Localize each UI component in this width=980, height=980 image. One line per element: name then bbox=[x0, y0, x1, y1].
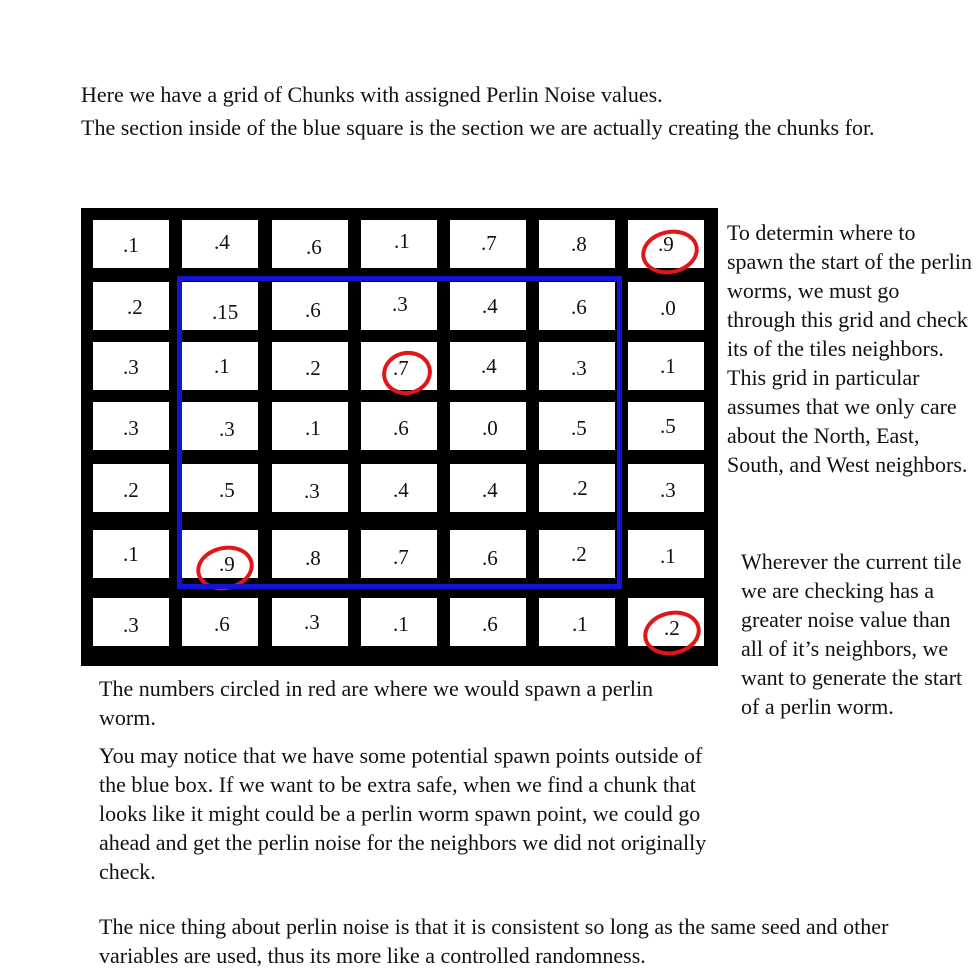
cell-value: .4 bbox=[214, 230, 230, 254]
grid-cell bbox=[93, 598, 169, 646]
grid-cell bbox=[628, 464, 704, 512]
cell-value: .2 bbox=[664, 616, 680, 640]
cell-value: .2 bbox=[305, 356, 321, 380]
grid-cell bbox=[361, 342, 437, 390]
cell-value: .1 bbox=[123, 542, 139, 566]
cell-value: .7 bbox=[393, 356, 409, 380]
grid-cell bbox=[628, 342, 704, 390]
grid-cell bbox=[182, 464, 258, 512]
grid-cell bbox=[539, 598, 615, 646]
cell-value: .4 bbox=[482, 478, 498, 502]
cell-value: .3 bbox=[571, 356, 587, 380]
grid-cell bbox=[628, 530, 704, 578]
cell-value: .2 bbox=[123, 478, 139, 502]
cell-value: .8 bbox=[571, 232, 587, 256]
cell-value: .5 bbox=[219, 478, 235, 502]
grid-cell bbox=[539, 282, 615, 330]
cell-value: .9 bbox=[219, 552, 235, 576]
grid-cell bbox=[450, 220, 526, 268]
grid-cell bbox=[628, 282, 704, 330]
grid-cell bbox=[361, 464, 437, 512]
grid-cell bbox=[450, 464, 526, 512]
grid-cell bbox=[272, 530, 348, 578]
grid-cell bbox=[450, 282, 526, 330]
grid-cell bbox=[272, 282, 348, 330]
cell-value: .4 bbox=[481, 354, 497, 378]
cell-value: .3 bbox=[219, 417, 235, 441]
cell-value: .2 bbox=[127, 295, 143, 319]
cell-value: .4 bbox=[393, 478, 409, 502]
caption-red-circles: The numbers circled in red are where we would spawn a perlin worm. bbox=[99, 676, 654, 730]
cell-value: .3 bbox=[304, 610, 320, 634]
note-consistency: The nice thing about perlin noise is that it is consistent so long as the same seed and other variables are used, thus its more like a controlled randomness. bbox=[99, 914, 889, 968]
grid-cell bbox=[182, 282, 258, 330]
grid-cell bbox=[450, 530, 526, 578]
grid-cell bbox=[539, 220, 615, 268]
grid-cell bbox=[182, 598, 258, 646]
cell-value: .3 bbox=[123, 355, 139, 379]
grid-cell bbox=[272, 402, 348, 450]
cell-value: .15 bbox=[212, 300, 239, 324]
grid-cell bbox=[361, 282, 437, 330]
grid-cell bbox=[539, 342, 615, 390]
grid-cell bbox=[361, 220, 437, 268]
cell-value: .4 bbox=[482, 294, 498, 318]
cell-value: .6 bbox=[214, 612, 230, 636]
cell-value: .9 bbox=[658, 232, 674, 256]
grid-cell bbox=[450, 342, 526, 390]
grid-cell bbox=[182, 530, 258, 578]
cell-value: .6 bbox=[482, 546, 498, 570]
explanation-spawn-rule: Wherever the current tile we are checking has a greater noise value than all of it’s neighbors, we want to generate the start of a perlin worm. bbox=[741, 549, 963, 719]
grid-cell bbox=[93, 282, 169, 330]
grid-cell bbox=[361, 402, 437, 450]
grid-cell bbox=[450, 598, 526, 646]
grid-cell bbox=[628, 598, 704, 646]
cell-value: .6 bbox=[393, 416, 409, 440]
grid-cell bbox=[539, 402, 615, 450]
chunk-grid bbox=[81, 208, 718, 666]
grid-cell bbox=[182, 220, 258, 268]
grid-cell bbox=[272, 464, 348, 512]
grid-cell bbox=[272, 220, 348, 268]
cell-value: .6 bbox=[571, 295, 587, 319]
cell-value: .1 bbox=[394, 229, 410, 253]
grid-cell bbox=[361, 598, 437, 646]
grid-cell bbox=[93, 220, 169, 268]
cell-value: .1 bbox=[214, 354, 230, 378]
grid-cell bbox=[539, 464, 615, 512]
cell-value: .7 bbox=[393, 545, 409, 569]
cell-value: .0 bbox=[660, 296, 676, 320]
cell-value: .5 bbox=[660, 414, 676, 438]
cell-value: .8 bbox=[305, 546, 321, 570]
note-outside-box: You may notice that we have some potential spawn points outside of the blue box. If we want to be extra safe, when we find a chunk that looks like it might could be a perlin worm spawn point, we could go ahead and get the perlin noise for the neighbors we did not originally check. bbox=[99, 743, 707, 884]
cell-value: .5 bbox=[571, 416, 587, 440]
grid-cell bbox=[450, 402, 526, 450]
cell-value: .0 bbox=[482, 416, 498, 440]
cell-value: .6 bbox=[482, 612, 498, 636]
grid-cell bbox=[628, 220, 704, 268]
cell-value: .2 bbox=[571, 542, 587, 566]
grid-cell bbox=[182, 342, 258, 390]
cell-value: .2 bbox=[572, 476, 588, 500]
cell-value: .1 bbox=[305, 416, 321, 440]
cell-value: .1 bbox=[123, 233, 139, 257]
grid-cell bbox=[93, 402, 169, 450]
grid-cell bbox=[93, 530, 169, 578]
grid-cell bbox=[272, 342, 348, 390]
cell-value: .6 bbox=[305, 298, 321, 322]
intro-line-2: The section inside of the blue square is the section we are actually creating the chunks for. bbox=[81, 115, 875, 140]
cell-value: .1 bbox=[572, 612, 588, 636]
cell-value: .7 bbox=[481, 231, 497, 255]
grid-cell bbox=[93, 342, 169, 390]
explanation-neighbors-text: To determin where to spawn the start of the perlin worms, we must go through this grid and check its of the tiles neighbors. This grid in particular assumes that we only care about the North, East, South, and West neighbors. bbox=[727, 220, 972, 477]
grid-cell bbox=[628, 402, 704, 450]
grid-cell bbox=[361, 530, 437, 578]
cell-value: .3 bbox=[660, 478, 676, 502]
cell-value: .3 bbox=[123, 613, 139, 637]
cell-value: .3 bbox=[123, 416, 139, 440]
cell-value: .1 bbox=[660, 354, 676, 378]
grid-cell bbox=[93, 464, 169, 512]
explanation-neighbors bbox=[727, 218, 972, 479]
cell-value: .1 bbox=[660, 544, 676, 568]
grid-cell bbox=[272, 598, 348, 646]
cell-value: .3 bbox=[304, 479, 320, 503]
intro-line-1: Here we have a grid of Chunks with assigned Perlin Noise values. bbox=[81, 82, 663, 107]
grid-cell bbox=[539, 530, 615, 578]
grid-cell bbox=[182, 402, 258, 450]
cell-value: .3 bbox=[392, 292, 408, 316]
cell-value: .6 bbox=[306, 235, 322, 259]
cell-value: .1 bbox=[393, 612, 409, 636]
